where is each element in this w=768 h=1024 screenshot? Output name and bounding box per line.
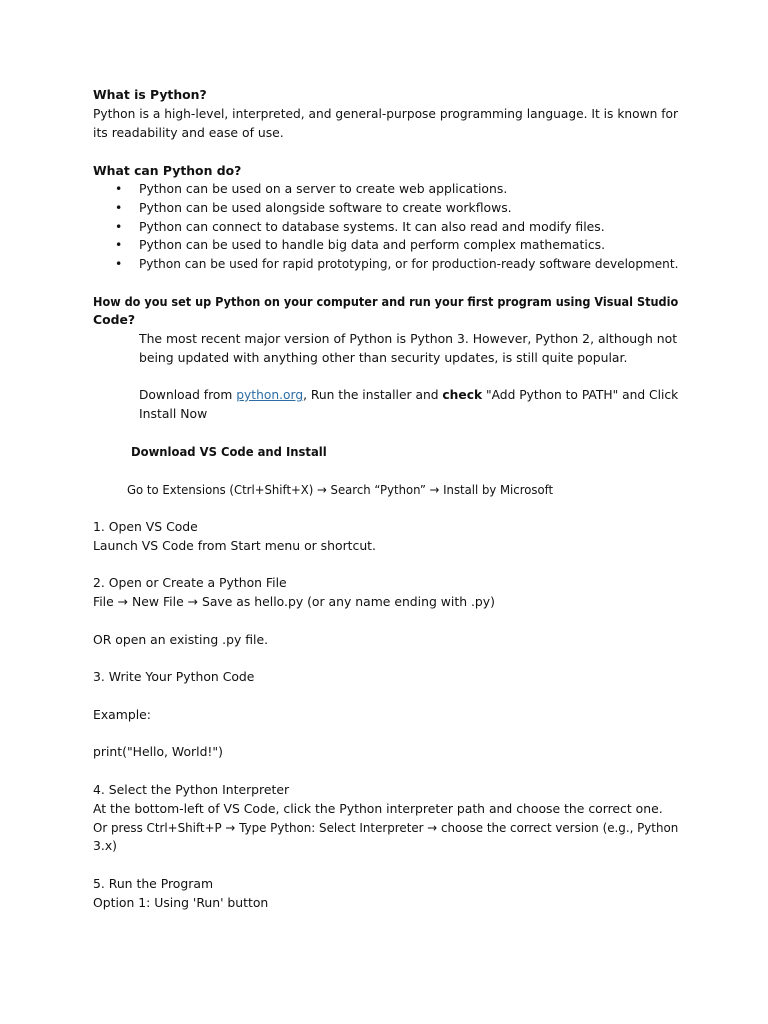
step-1-text: Launch VS Code from Start menu or shortcut. bbox=[93, 538, 376, 553]
python-org-link[interactable]: python.org bbox=[236, 387, 304, 402]
list-item: Python can be used on a server to create web applications. bbox=[139, 181, 508, 196]
step-4-text: At the bottom-left of VS Code, click the Python interpreter path and choose the correct one. bbox=[93, 801, 663, 816]
list-item: Python can be used alongside software to create workflows. bbox=[139, 200, 512, 215]
heading-setup-cont: Code? bbox=[93, 312, 136, 327]
paragraph-line: Python is a high-level, interpreted, and general-purpose programming language. It is known for bbox=[93, 106, 679, 121]
download-line-2: Install Now bbox=[139, 406, 208, 421]
example-label: Example: bbox=[93, 707, 151, 722]
heading-what-is-python: What is Python? bbox=[93, 87, 207, 102]
step-2-text: File → New File → Save as hello.py (or any name ending with .py) bbox=[93, 594, 495, 609]
bullet-marker: • bbox=[115, 219, 123, 234]
download-line bbox=[139, 386, 678, 404]
list-item: Python can connect to database systems. It can also read and modify files. bbox=[139, 219, 605, 234]
bullet-marker: • bbox=[115, 200, 123, 215]
paragraph-line: its readability and ease of use. bbox=[93, 125, 284, 140]
download-bold: check bbox=[442, 387, 483, 402]
step-3-title: 3. Write Your Python Code bbox=[93, 669, 255, 684]
step-2-title: 2. Open or Create a Python File bbox=[93, 575, 287, 590]
heading-setup: How do you set up Python on your computer and run your first program using Visual Studio bbox=[93, 294, 679, 309]
list-item: Python can be used for rapid prototyping, or for production-ready software development. bbox=[139, 256, 679, 271]
download-suffix: "Add Python to PATH" and Click bbox=[482, 387, 679, 402]
download-mid: , Run the installer and bbox=[303, 387, 443, 402]
extensions-instruction: Go to Extensions (Ctrl+Shift+X) → Search “Python” → Install by Microsoft bbox=[127, 482, 554, 497]
step-2-or: OR open an existing .py file. bbox=[93, 632, 269, 647]
heading-download-vscode: Download VS Code and Install bbox=[131, 444, 327, 459]
bullet-marker: • bbox=[115, 237, 123, 252]
step-4-text: Or press Ctrl+Shift+P → Type Python: Select Interpreter → choose the correct version (e.g., Python bbox=[93, 820, 679, 835]
bullet-marker: • bbox=[115, 256, 123, 271]
download-prefix: Download from bbox=[139, 387, 237, 402]
example-code: print("Hello, World!") bbox=[93, 744, 223, 759]
heading-what-can-python-do: What can Python do? bbox=[93, 163, 242, 178]
step-1-title: 1. Open VS Code bbox=[93, 519, 198, 534]
paragraph-line: The most recent major version of Python is Python 3. However, Python 2, although not bbox=[139, 331, 678, 346]
bullet-marker: • bbox=[115, 181, 123, 196]
paragraph-line: being updated with anything other than security updates, is still quite popular. bbox=[139, 350, 628, 365]
step-4-title: 4. Select the Python Interpreter bbox=[93, 782, 290, 797]
list-item: Python can be used to handle big data and perform complex mathematics. bbox=[139, 237, 606, 252]
step-5-text: Option 1: Using 'Run' button bbox=[93, 895, 269, 910]
step-5-title: 5. Run the Program bbox=[93, 876, 214, 891]
step-4-text: 3.x) bbox=[93, 838, 117, 853]
